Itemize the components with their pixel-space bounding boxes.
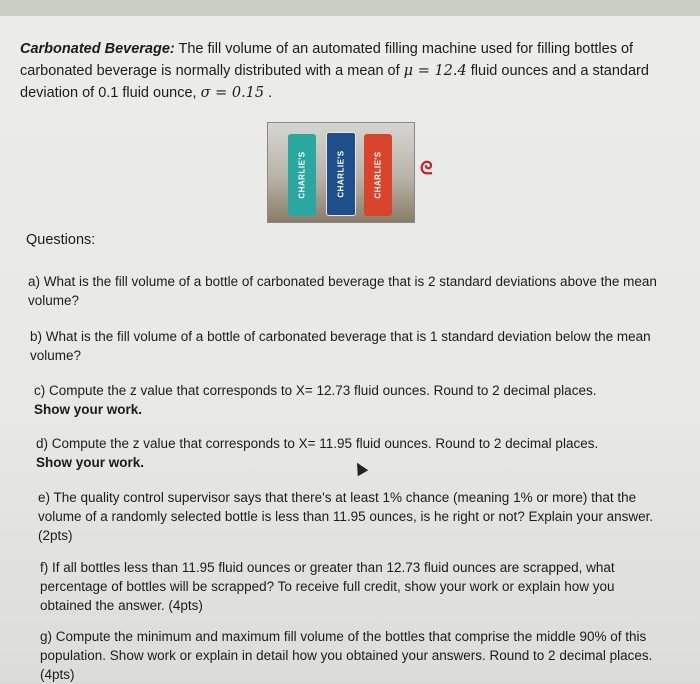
intro-heading: Carbonated Beverage:	[20, 41, 175, 57]
red-logo-icon: ᘓ	[420, 158, 433, 178]
intro-text-3: .	[264, 85, 273, 101]
intro-text-2: fluid ounces and a standard deviation of 0.1 fluid ounce,	[20, 63, 649, 101]
intro-text-1: The fill volume of an automated filling machine used for filling bottles of carbonated beverage is normally distributed with a mean of	[20, 41, 634, 79]
can-red: CHARLIE'S	[364, 134, 392, 216]
questions-title: Questions:	[26, 232, 96, 248]
mu-expression: μ = 12.4	[403, 63, 467, 79]
top-strip	[0, 0, 700, 16]
question-f: f) If all bottles less than 11.95 fluid ounces or greater than 12.73 fluid ounces are scrapped, what percentage of bottles will be scrapped? To receive full credit, show your work or explain how you obtained the answer. (4pts)	[40, 560, 615, 613]
can-blue: CHARLIE'S	[326, 132, 356, 216]
sigma-expression: σ = 0.15	[200, 85, 265, 101]
beverage-cans-photo	[267, 122, 415, 223]
problem-intro	[20, 38, 680, 104]
question-c: c) Compute the z value that corresponds to X= 12.73 fluid ounces. Round to 2 decimal places. Show your work.	[34, 383, 597, 417]
question-e: e) The quality control supervisor says that there's at least 1% chance (meaning 1% or more) that the volume of a randomly selected bottle is less than 11.95 ounces, is he right or not? Explain your answer. (2pts)	[38, 490, 654, 543]
question-b: b) What is the fill volume of a bottle of carbonated beverage that is 1 standard deviation below the mean volume?	[30, 329, 651, 363]
question-g: g) Compute the minimum and maximum fill volume of the bottles that comprise the middle 90% of this population. Show work or explain in detail how you obtained your answers. Round to 2 decimal places. (4pts)	[40, 629, 653, 682]
question-a: a) What is the fill volume of a bottle of carbonated beverage that is 2 standard deviations above the mean volume?	[28, 274, 657, 308]
question-d: d) Compute the z value that corresponds to X= 11.95 fluid ounces. Round to 2 decimal places. Show your work.	[36, 436, 599, 470]
can-teal: CHARLIE'S	[288, 134, 316, 216]
